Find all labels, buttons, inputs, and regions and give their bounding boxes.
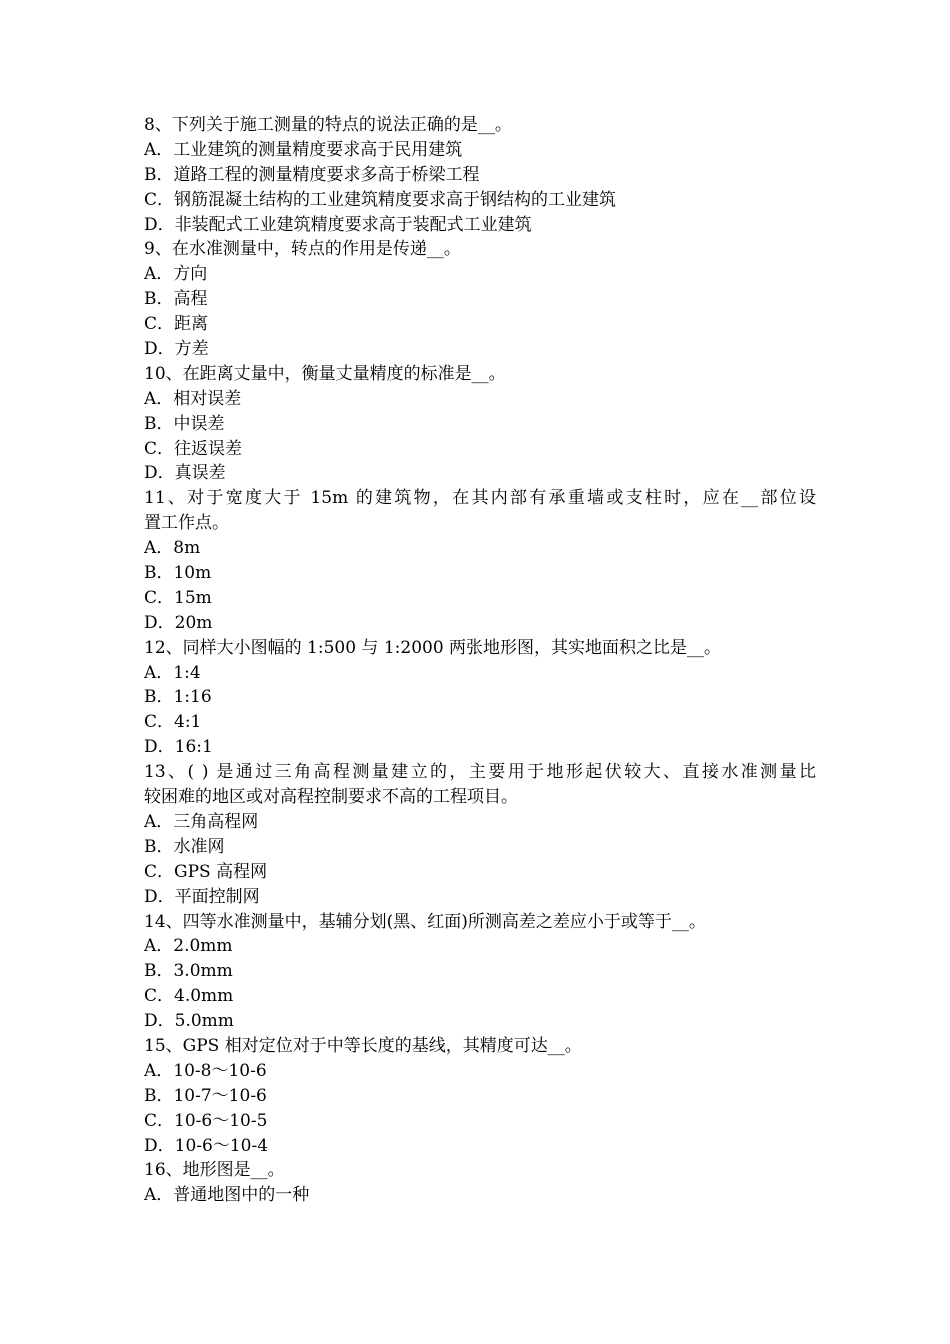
question-16-stem: 16、地形图是__。 [144,1160,285,1181]
question-9-option-d: D．方差 [144,339,209,360]
question-13-stem-line-2: 较困难的地区或对高程控制要求不高的工程项目。 [144,787,518,808]
question-12-stem: 12、同样大小图幅的 1:500 与 1:2000 两张地形图，其实地面积之比是__。 [144,637,722,658]
question-13-option-c: C．GPS 高程网 [144,861,268,882]
question-12-option-b: B．1:16 [144,687,212,708]
question-12-option-d: D．16:1 [144,737,213,758]
question-11-stem-line-2: 置工作点。 [144,513,229,534]
question-9-option-c: C．距离 [144,314,209,335]
question-9-stem: 9、在水准测量中，转点的作用是传递__。 [144,239,461,260]
question-14-option-c: C．4.0mm [144,986,234,1007]
question-10-option-c: C．往返误差 [144,438,243,459]
question-8-option-a: A．工业建筑的测量精度要求高于民用建筑 [144,139,463,160]
question-14-option-b: B．3.0mm [144,961,233,982]
question-9-option-a: A．方向 [144,264,208,285]
question-15-option-d: D．10-6～10-4 [144,1135,269,1156]
question-13-option-b: B．水准网 [144,836,225,857]
document-page [144,113,816,1208]
question-15-option-c: C．10-6～10-5 [144,1110,268,1131]
question-8-option-d: D．非装配式工业建筑精度要求高于装配式工业建筑 [144,214,532,235]
question-8-option-b: B．道路工程的测量精度要求多高于桥梁工程 [144,164,480,185]
question-11-option-c: C．15m [144,587,212,608]
question-14-option-d: D．5.0mm [144,1011,234,1032]
question-11-stem-line-1: 11、对于宽度大于 15m 的建筑物，在其内部有承重墙或支柱时，应在__部位设 [144,488,816,509]
question-10-option-a: A．相对误差 [144,388,242,409]
question-11-option-a: A．8m [144,538,201,559]
question-11-option-d: D．20m [144,612,213,633]
question-16-option-a: A．普通地图中的一种 [144,1185,310,1206]
question-8-stem: 8、下列关于施工测量的特点的说法正确的是__。 [144,115,512,135]
question-10-option-d: D．真误差 [144,463,226,484]
question-12-option-c: C．4:1 [144,712,202,733]
question-10-option-b: B．中误差 [144,413,225,434]
question-10-stem: 10、在距离丈量中，衡量丈量精度的标准是__。 [144,363,506,384]
question-9-option-b: B．高程 [144,289,208,310]
question-13-stem-line-1: 13、( ) 是通过三角高程测量建立的，主要用于地形起伏较大、直接水准测量比 [144,762,816,783]
question-14-stem: 14、四等水准测量中，基辅分划(黑、红面)所测高差之差应小于或等于__。 [144,911,706,932]
question-14-option-a: A．2.0mm [144,936,233,957]
question-15-option-b: B．10-7～10-6 [144,1085,267,1106]
question-11-option-b: B．10m [144,563,212,584]
question-13-option-d: D．平面控制网 [144,886,260,907]
question-8-option-c: C．钢筋混凝土结构的工业建筑精度要求高于钢结构的工业建筑 [144,189,617,210]
question-15-option-a: A．10-8～10-6 [144,1060,267,1081]
question-13-option-a: A．三角高程网 [144,811,259,832]
question-15-stem: 15、GPS 相对定位对于中等长度的基线，其精度可达__。 [144,1035,582,1056]
question-12-option-a: A．1:4 [144,662,201,683]
